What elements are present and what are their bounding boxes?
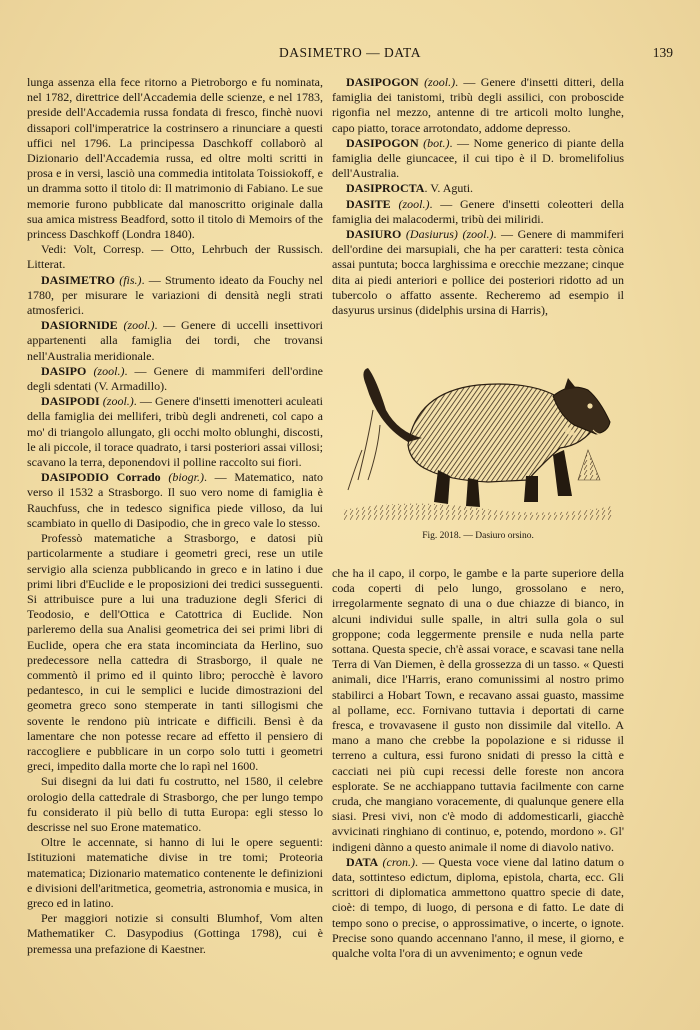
headword: DASIPOGON (346, 135, 419, 150)
entry-text: . — Strumento ideato da Fouchy nel 1780, per misurare le variazioni di densità negli strati atmosferici. (27, 272, 324, 318)
entry-dasipogon-zool (332, 75, 624, 136)
paragraph: Professò matematiche a Strasborgo, e datosi più particolarmente a studiare i geometri greci, rese un utile servigio alla scienza pubblicando in greco e in latino i due primi libri d'Euclide e le proposizioni dei tredici susseguenti. Si attribuisce pure a lui una traduzione degli Sferici di Teodosio, e dell'Ottica e Catottrica di Euclide. Non parleremo della sua Analisi geometrica dei sei primi libri di Euclide, opera che era stata incominciata da Herlino, suo predecessore nella cattedra di Strasborgo, il quale ne commentò il primo ed il quinto libro; perocchè è lavoro pedantesco, in cui le semplici e lucide dimostrazioni del geometra greco sono stemperate in tanti sillogismi che sovente le rendono più intricate e difficili. Bensì è da lamentare che non potesse recare ad effetto il pensiero di raccogliere e pubblicare in un corpo solo tutti i geometri greci, impedito dalla morte che lo rapì nel 1600. (27, 531, 323, 774)
entry-dasipodi (27, 394, 323, 470)
entry-tag: (zool.) (398, 196, 430, 211)
entry-tag: (zool.) (424, 75, 456, 89)
headword: DASIPODI (41, 394, 100, 409)
paragraph: Sui disegni da lui dati fu costrutto, nel 1580, il celebre orologio della cattedrale di Strasborgo, che per lungo tempo fu considerato il più bello di tutta Europa: egli stesso lo descrisse nel suo Erone matematico. (27, 774, 323, 834)
entry-dasipo (27, 364, 323, 394)
animal-drawing (338, 330, 618, 525)
entry-text: . — Questa voce viene dal latino datum o data, sottinteso edictum, diploma, epistola, charta, ecc. Gli scrittori di diplomatica ammettono quattro specie di date, cioè: di tempo, di luogo, di persona e di fatto. Le date di tempo sono o precise, o approssimative, o incerte, o ignote. Precise sono quando accennano l'anno, il mese, il giorno, e qualche volta l'ora di un avvenimento; e ognun vede (332, 854, 625, 961)
paragraph: Oltre le accennate, si hanno di lui le opere seguenti: Istituzioni matematiche divise in tre tomi; Proteoria matematica; Dizionario matematico contenente le definizioni e divisioni dell'aritmetica, geometria, astronomia e musica, in greco ed in latino. (27, 835, 323, 910)
entry-dasite (332, 197, 624, 227)
references: Vedi: Volt, Corresp. — Otto, Lehrbuch der Russisch. Litterat. (27, 242, 323, 272)
entry-tag: (zool.) (123, 318, 155, 333)
entry-text: . V. Aguti. (424, 181, 474, 196)
left-column (27, 75, 323, 957)
entry-text: . — Genere d'insetti imenotteri aculeati della famiglia dei melliferi, tribù degli andreneti, col capo a mo' di triangolo allungato, gli occhi molto oblunghi, discosti, le ali piccole, il torace quadrato, i tarsi posteriori assai villosi; scavano la terra, deponendovi il polline raccolto sui fiori. (27, 394, 323, 470)
entry-text: . — Genere di mammiferi dell'ordine dei marsupiali, che ha per caratteri: testa cònica assai puntuta; bocca larghissima e orecchie mezzane; cinque dita ai piedi anteriori e pollice dei posteriori ridotto ad un tubercolo o affatto assente. Recheremo ad esempio il dasyurus ursinus (didelphis ursina di Harris), (332, 227, 624, 318)
entry-tag: (fis.) (119, 272, 142, 287)
headword: DASIORNIDE (41, 318, 118, 333)
headword: DASIURO (346, 227, 402, 242)
entry-continuation: lunga assenza ella fece ritorno a Pietroborgo e fu nominata, nel 1782, direttrice dell'Accademia delle scienze, e nel 1783, preside dell'Accademia russa fondata di fresco, finchè nuovi dissapori coll'imperatrice la costrinsero a rinunciare a questi uffici nel 1796. La principessa Daschkoff collaborò al Dizionario dell'Accademia russa, ed oltre molti scritti in prosa e in versi, lasciò una commedia intitolata Toissiokoff, e un dramma sotto il titolo di: Il matrimonio di Fabiano. Le sue memorie furono pubblicate dal manoscritto originale dalla sua amica mistress Beadford, sotto il titolo di Memoirs of the princess Daschkoff (Londra 1840). (27, 75, 323, 242)
right-column-top (332, 75, 624, 318)
entry-dasipodio (27, 470, 323, 531)
page-number: 139 (652, 45, 673, 60)
entry-tag: (zool.) (102, 394, 134, 409)
dasiuro-illustration (332, 330, 624, 550)
entry-tag: (biogr.) (168, 470, 205, 485)
right-column-bottom (332, 566, 624, 961)
dasiuro-continuation: che ha il capo, il corpo, le gambe e la parte superiore della coda coperti di pelo lungo, grossolano e nero, irregolarmente segnato di una o due chiazze di bianco, in alcuni individui sulle spalle, in altri sulla gola o sul groppone; coda leggermente prensile e nuda nella parte sottana. Questa specie, ch'è assai vorace, e scavasi tane nella Terra di Van Diemen, è della grossezza di un tasso. « Questi animali, dice l'Harris, erano comunissimi al nostro primo stabilirci a Hobart Town, e recavano assai guasto, massime al pollame, ecc. Fornivano tuttavia i deportati di carne fresca, e trovavasene il gusto non dissimile dal vitello. A mano a mano che crebbe la popolazione e si ridusse il terreno a cultura, essi furono snidati di presso la città e cacciati nei più cupi recessi delle foreste non ancora esplorate. Se ne acchiappano tuttavia facilmente con carne cruda, che mangiano voracemente, di qualunque genere ella siasi. Presi vivi, non c'è modo di addomesticarli, giacchè avvicinati ringhiano di continuo, e, potendo, mordono ». Gl' indigeni dànno a questo animale il nome di diavolo nativo. (332, 566, 624, 854)
running-header (0, 42, 700, 64)
headword: DATA (346, 854, 379, 869)
headword: DASITE (346, 196, 391, 211)
headword: DASIPODIO Corrado (41, 470, 161, 485)
entry-dasiornide (27, 318, 323, 364)
entry-text: . — Genere di mammiferi dell'ordine degli sdentati (V. Armadillo). (27, 363, 323, 394)
headword: DASIPOGON (346, 75, 419, 89)
entry-dasiprocta (332, 181, 624, 196)
entry-text: . — Genere d'insetti coleotteri della famiglia dei malacodermi, tribù dei miliridi. (332, 196, 625, 226)
entry-text: . — Matematico, nato verso il 1532 a Strasborgo. Il suo vero nome di famiglia è Rauchfuss, che in tedesco significa piede villoso, da lui scambiato in quello di Dasipodio, che in greco vale lo stesso. (27, 470, 323, 530)
entry-dasimetro (27, 273, 323, 319)
entry-dasipogon-bot (332, 136, 624, 182)
running-title: DASIMETRO — DATA (279, 45, 421, 60)
entry-tag: (zool.) (93, 363, 125, 378)
entry-dasiuro (332, 227, 624, 318)
entry-text: . — Genere di uccelli insettivori appartenenti alla famiglia dei tordi, che trovansi nell'Australia meridionale. (27, 318, 323, 363)
headword: DASIMETRO (41, 272, 116, 287)
entry-data (332, 855, 624, 961)
entry-tag: (cron.) (382, 854, 416, 869)
entry-tag: (bot.) (423, 135, 450, 150)
entry-text: . — Nome generico di piante della famiglia delle giuncacee, il cui tipo è il D. bromelifolius dell'Australia. (332, 135, 625, 181)
entry-text: . — Genere d'insetti ditteri, della famiglia dei tanistomi, tribù degli assilici, con proboscide rigonfia nel mezzo, antenne di tre articoli molto lunghe, capo piatto, torace arrotondato, addome depresso. (332, 75, 624, 135)
figure-caption: Fig. 2018. — Dasiuro orsino. (422, 531, 534, 541)
headword: DASIPO (41, 363, 87, 378)
paragraph: Per maggiori notizie si consulti Blumhof, Vom alten Mathematiker C. Dasypodius (Gottinga 1798), cui è premessa una prefazione di Kaestner. (27, 911, 323, 956)
headword: DASIPROCTA (346, 181, 425, 196)
entry-tag: (Dasiurus) (zool.) (405, 227, 494, 242)
